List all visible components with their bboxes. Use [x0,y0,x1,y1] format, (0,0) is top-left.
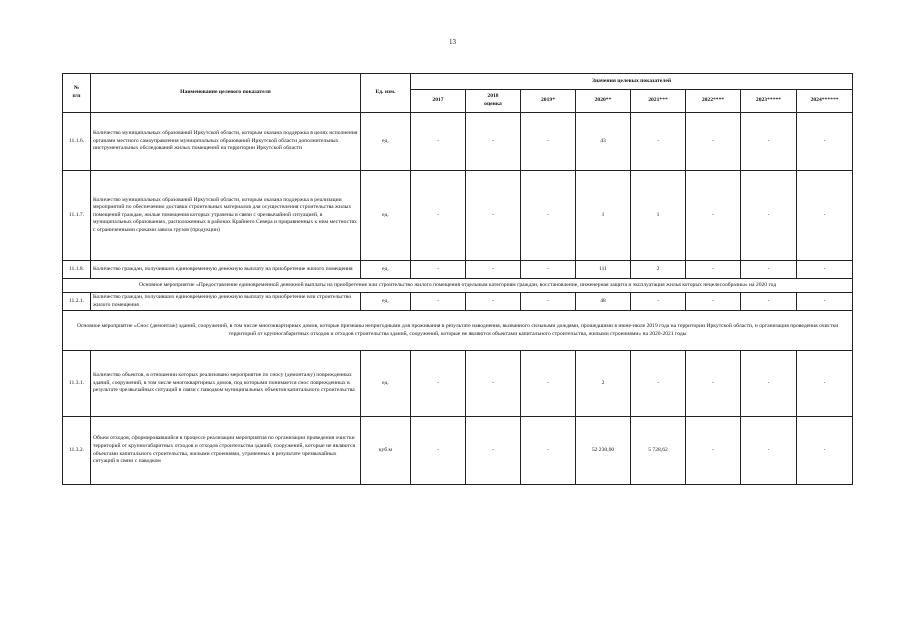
row-number: 11.3.2. [63,417,91,485]
value-cell: 43 [576,113,631,171]
row-number: 11.1.8. [63,261,91,279]
value-cell: - [466,171,521,261]
value-cell: 111 [576,261,631,279]
header-num-line1: № [73,85,80,92]
value-cell: 1 [631,171,686,261]
value-cell: - [741,261,797,279]
row-number: 11.2.1. [63,293,91,311]
header-year: 2023***** [741,90,797,113]
value-cell: - [741,113,797,171]
section-title: Основное мероприятие «Снос (демонтаж) зданий, сооружений, в том числе многоквартирных домов, которые признаны непригодными для проживания в результате наводнения, вызванного сильными дождями, прошедшими в июне-июле 2019 года на территории Иркутской области, и организация проведения очистки территорий от крупногабаритных отходов и отходов строительства зданий, сооружений, которые не являются объектами капитального строительства, жилыми строениями» на 2020-2021 годы [63,311,853,351]
value-cell: - [741,417,797,485]
value-cell: - [631,293,686,311]
value-cell: - [797,261,853,279]
header-num [63,74,91,113]
value-cell: - [466,351,521,417]
value-cell: - [686,113,741,171]
value-cell: - [741,351,797,417]
indicator-name: Количество граждан, получивших единовременную денежную выплату на приобретение жилого помещения [91,261,361,279]
table-row [63,171,853,261]
unit-cell: ед. [361,261,411,279]
indicators-table [62,73,853,485]
header-name: Наименование целевого показателя [91,74,361,113]
table-row [63,261,853,279]
value-cell: - [631,351,686,417]
value-cell: - [686,351,741,417]
row-number: 11.1.6. [63,113,91,171]
value-cell: 2 [631,261,686,279]
value-cell: - [686,293,741,311]
value-cell: - [466,261,521,279]
table-row [63,417,853,485]
value-cell: - [686,261,741,279]
indicator-name: Количество муниципальных образований Иркутской области, которым оказана поддержка в целях исполнения органами местного самоуправления муниципальных образований Иркутской области дополнительных инструментальных обследований жилых помещений на территории Иркутской области [91,113,361,171]
value-cell: - [411,293,466,311]
indicator-name: Количество граждан, получивших единовременную денежную выплату на приобретение или строительство жилого помещения [91,293,361,311]
table-row [63,351,853,417]
indicator-name: Объем отходов, сформировавшийся в процессе реализации мероприятия по организации проведения очистки территорий от крупногабаритных отходов и отходов строительства зданий, сооружений, которые не являются объектами капитального строительства, жилыми строениями, утраченных в результате чрезвычайных ситуаций в связи с паводком [91,417,361,485]
section-row [63,311,853,351]
value-cell: 2 [576,351,631,417]
value-cell: - [797,417,853,485]
unit-cell: ед. [361,171,411,261]
header-year: 2017 [411,90,466,113]
value-cell: - [797,293,853,311]
section-title: Основное мероприятие «Предоставление единовременной денежной выплаты на приобретение или строительство жилого помещения отдельным категориям граждан, восстановление, инженерная защита и эксплуатация жилья которых нецелесообразны» на 2020 год [63,279,853,293]
value-cell: - [411,351,466,417]
header-unit: Ед. изм. [361,74,411,113]
unit-cell: куб.м [361,417,411,485]
header-year: 2019* [521,90,576,113]
indicator-name: Количество объектов, в отношении которых реализовано мероприятие по сносу (демонтажу) поврежденных зданий, сооружений, в том числе многоквартирных домов, под которыми понимается снос поврежденных в результате чрезвычайных ситуаций в связи с паводком муниципальных объектов капитального строительства [91,351,361,417]
section-row [63,279,853,293]
table-row [63,113,853,171]
value-cell: 1 [576,171,631,261]
value-cell: - [797,171,853,261]
page-number: 13 [449,38,456,46]
row-number: 11.1.7. [63,171,91,261]
value-cell: - [521,417,576,485]
value-cell: - [411,113,466,171]
header-year: 2022**** [686,90,741,113]
value-cell: - [521,171,576,261]
value-cell: - [466,113,521,171]
value-cell: - [521,351,576,417]
header-year: 2024****** [797,90,853,113]
value-cell: - [521,261,576,279]
value-cell: - [797,351,853,417]
unit-cell: ед. [361,113,411,171]
header-num-line2: п/п [72,93,81,99]
value-cell: - [741,171,797,261]
table-row [63,293,853,311]
unit-cell: ед. [361,293,411,311]
header-values-group: Значения целевых показателей [411,74,853,90]
value-cell: - [686,171,741,261]
value-cell: - [411,417,466,485]
value-cell: - [631,113,686,171]
value-cell: - [521,293,576,311]
row-number: 11.3.1. [63,351,91,417]
header-year: 2018 оценка [466,90,521,113]
value-cell: 48 [576,293,631,311]
value-cell: - [521,113,576,171]
value-cell: - [797,113,853,171]
value-cell: - [411,171,466,261]
value-cell: - [686,417,741,485]
unit-cell: ед. [361,351,411,417]
value-cell: - [741,293,797,311]
value-cell: - [411,261,466,279]
indicator-name: Количество муниципальных образований Иркутской области, которым оказана поддержка в реализации мероприятий по обеспечению доставки строительных материалов для осуществления строительства жилых помещений граждан, жилые помещения которых утрачены в связи с чрезвычайной ситуацией, в муниципальных образованиях, расположенных в районах Крайнего Севера и приравненных к ним местностях с ограниченными сроками завоза грузов (продукции) [91,171,361,261]
header-year: 2020** [576,90,631,113]
value-cell: - [466,293,521,311]
value-cell: 5 728,62 [631,417,686,485]
value-cell: 52 230,00 [576,417,631,485]
header-year: 2021*** [631,90,686,113]
value-cell: - [466,417,521,485]
